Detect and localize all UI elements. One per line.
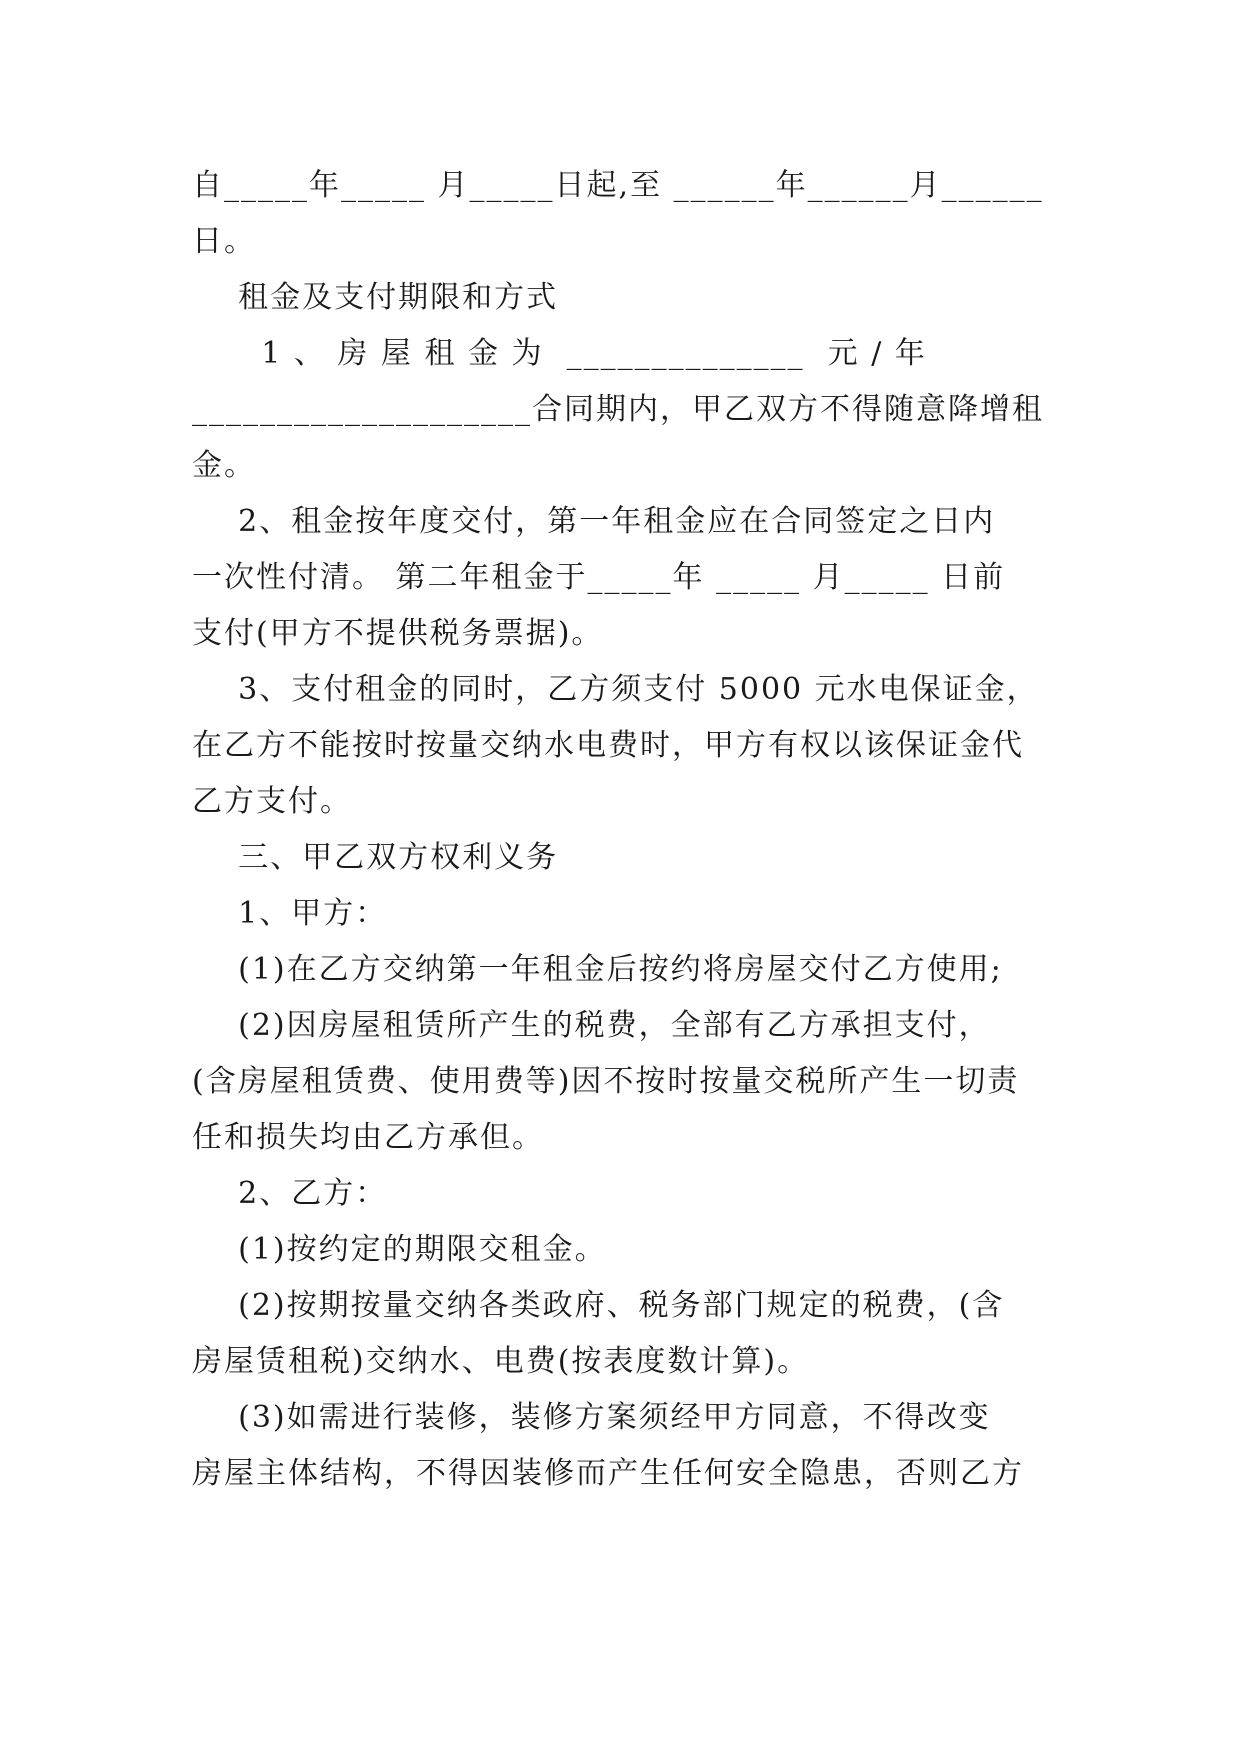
text-line: 金。	[192, 448, 256, 483]
text-line: 2、租金按年度交付，第一年租金应在合同签定之日内	[192, 504, 996, 539]
text-line: (2)按期按量交纳各类政府、税务部门规定的税费，(含	[192, 1288, 1005, 1323]
text-line: (1)按约定的期限交租金。	[192, 1232, 607, 1267]
text-line: 房屋赁租税)交纳水、电费(按表度数计算)。	[192, 1344, 810, 1379]
text-line: 1、甲方：	[192, 896, 388, 931]
text-line: (1)在乙方交纳第一年租金后按约将房屋交付乙方使用;	[192, 952, 1003, 987]
text-line: 支付(甲方不提供税务票据)。	[192, 616, 604, 651]
text-line: 租金及支付期限和方式	[192, 280, 559, 315]
text-line: 乙方支付。	[192, 784, 352, 819]
text-line: 3、支付租金的同时，乙方须支付 5000 元水电保证金，	[192, 672, 1039, 707]
text-line: 房屋主体结构，不得因装修而产生任何安全隐患，否则乙方	[192, 1456, 1024, 1491]
text-line: 自_____年_____ 月_____日起,至 ______年______月______	[192, 168, 1044, 203]
text-line: 1 、 房 屋 租 金 为 ______________ 元 / 年	[192, 336, 927, 371]
text-line: (2)因房屋租赁所产生的税费，全部有乙方承担支付，	[192, 1008, 991, 1043]
text-line: 一次性付清。 第二年租金于_____年 _____ 月_____ 日前	[192, 560, 1006, 595]
text-line: 在乙方不能按时按量交纳水电费时，甲方有权以该保证金代	[192, 728, 1024, 763]
text-line: 2、乙方：	[192, 1176, 388, 1211]
text-line: 任和损失均由乙方承但。	[192, 1120, 544, 1155]
text-line: ____________________合同期内，甲乙双方不得随意降增租	[192, 392, 1044, 427]
text-line: 日。	[192, 224, 256, 259]
text-line: (含房屋租赁费、使用费等)因不按时按量交税所产生一切责	[192, 1064, 1020, 1099]
text-line: 三、甲乙双方权利义务	[192, 840, 559, 875]
text-line: (3)如需进行装修，装修方案须经甲方同意，不得改变	[192, 1400, 991, 1435]
